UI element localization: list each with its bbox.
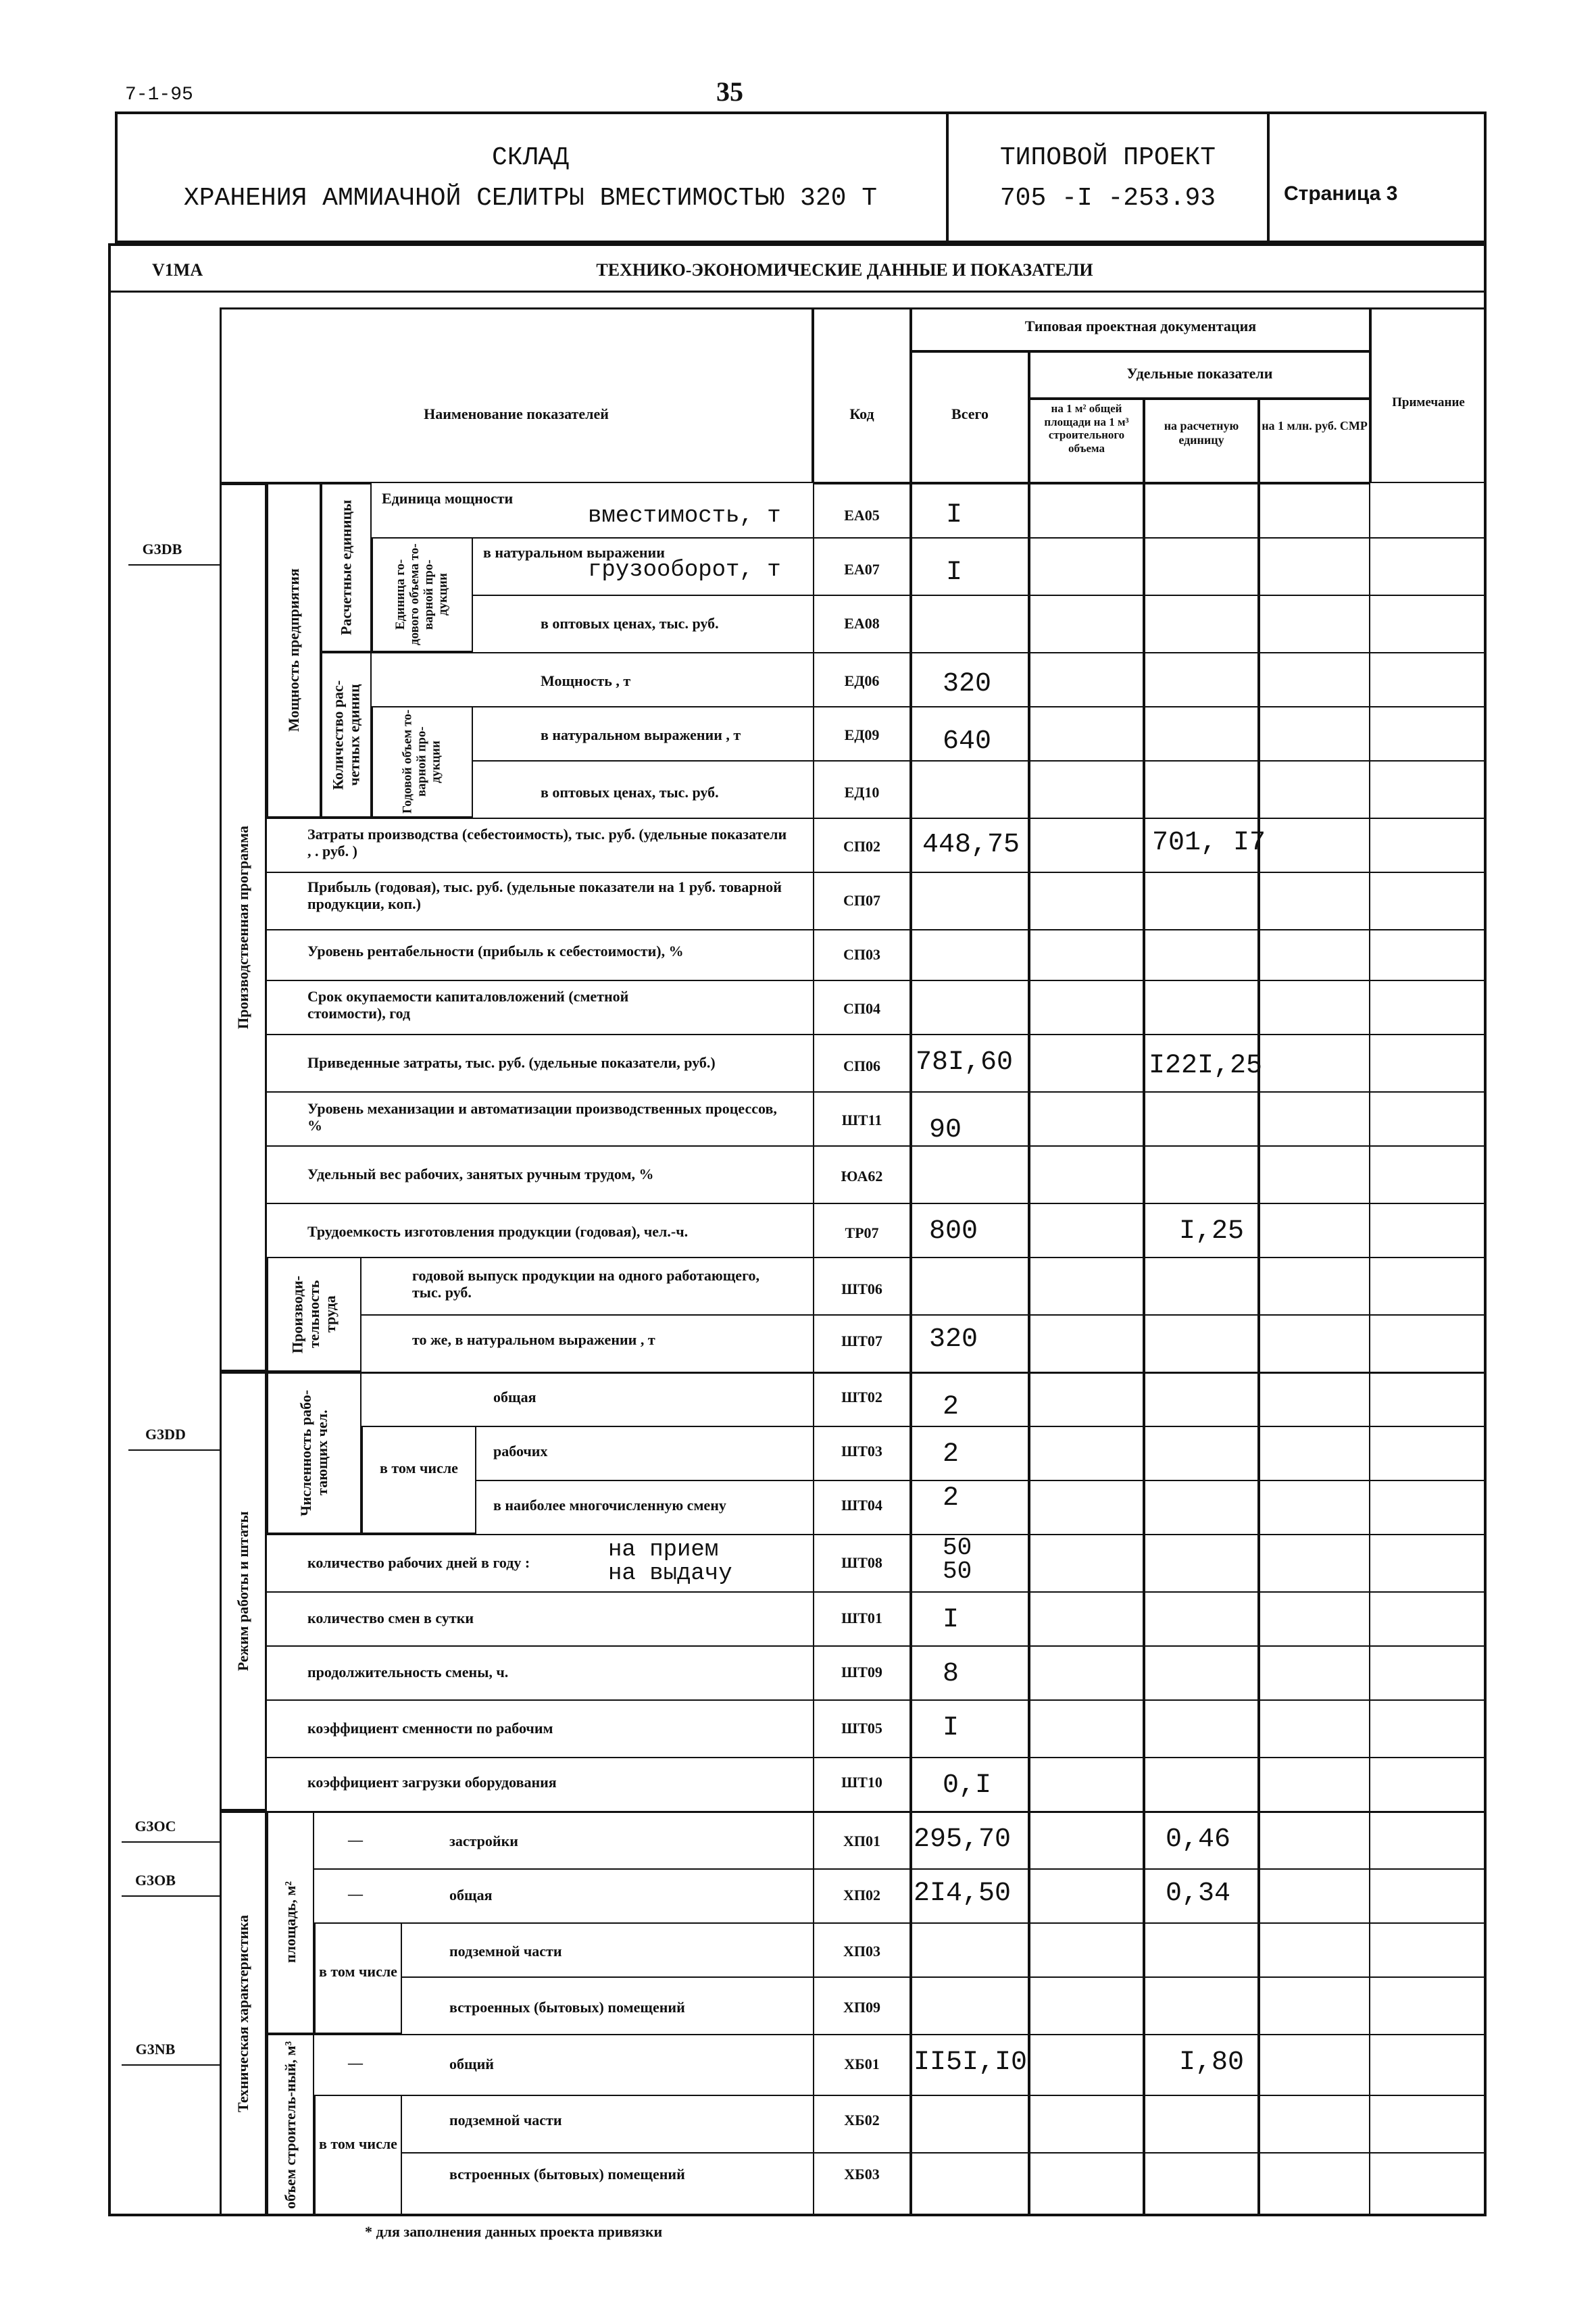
page-label: Страница 3 (1284, 182, 1398, 205)
value-total: 295,70 (914, 1824, 1012, 1855)
row-code: ШТ10 (841, 1774, 882, 1791)
side-code-line (122, 2064, 220, 2066)
value-total: 800 (929, 1216, 978, 1247)
row-separator (267, 1145, 1487, 1147)
group-incl3 (314, 2095, 402, 2216)
group-incl1 (361, 1426, 476, 1534)
value-total: 50 (943, 1558, 972, 1585)
row-separator (473, 595, 1487, 596)
row-handwritten: на выдачу (608, 1561, 732, 1587)
row-code: ХБ01 (844, 2056, 880, 2072)
row-code: СП03 (843, 946, 880, 963)
value-total: 90 (929, 1115, 962, 1145)
row-separator (220, 1372, 1487, 1374)
row-code: ЕА07 (844, 561, 880, 578)
row-code: СП02 (843, 838, 880, 855)
value-total: I (943, 1605, 959, 1635)
row-label: общий (449, 2056, 494, 2072)
header-per-mln: на 1 млн. руб. СМР (1262, 419, 1368, 432)
section-code: V1MA (152, 260, 203, 280)
row-handwritten: вместимость, т (588, 503, 781, 529)
title-line1: СКЛАД (491, 143, 570, 172)
row-separator (314, 2095, 1487, 2096)
group-calc-units-label: Расчетные единицы (337, 499, 355, 636)
side-code-line (122, 1895, 220, 1897)
value-total: I (943, 1713, 959, 1743)
per-m2-column (1029, 483, 1144, 2216)
row-label: коэффициент сменности по рабочим (307, 1720, 553, 1737)
header-code: Код (849, 405, 874, 422)
group-count-units-label: Количество рас-четных единиц (329, 680, 363, 790)
row-separator (476, 1480, 1487, 1481)
value-total: 78I,60 (916, 1047, 1014, 1078)
row-separator (402, 1976, 1487, 1978)
group-work-mode-label: Режим работы и штаты (234, 1511, 251, 1672)
row-code: ХП03 (843, 1943, 880, 1960)
row-separator (267, 929, 1487, 930)
row-separator (267, 818, 1487, 819)
value-per-unit: I22I,25 (1149, 1051, 1263, 1081)
value-per-unit: 701, I7 (1152, 828, 1266, 858)
value-total: 448,75 (922, 830, 1020, 860)
value-total: 50 (943, 1534, 972, 1562)
row-code: ХП02 (843, 1887, 880, 1903)
row-separator (267, 1645, 1487, 1647)
header-code-cell (813, 307, 911, 483)
group-capacity-label: Мощность предприятия (284, 568, 302, 732)
side-code: G3OB (135, 1872, 176, 1889)
row-separator (476, 1426, 1487, 1427)
row-code: ШТ08 (841, 1554, 882, 1571)
row-label: продолжительность смены, ч. (307, 1664, 509, 1681)
row-label: Уровень рентабельности (прибыль к себестоимости), % (307, 943, 684, 960)
row-code: ШТ01 (841, 1610, 882, 1626)
page-number: 35 (716, 76, 743, 107)
row-label: в оптовых ценах, тыс. руб. (541, 615, 719, 632)
project-code: 705 -I -253.93 (999, 184, 1216, 213)
doc-code: 7-1-95 (125, 84, 193, 105)
row-separator (361, 1314, 1487, 1316)
group-incl2-label: в том числе (319, 1963, 397, 1980)
row-separator (267, 872, 1487, 873)
title-line2: ХРАНЕНИЯ АММИАЧНОЙ СЕЛИТРЫ ВМЕСТИМОСТЬЮ 320 Т (183, 184, 878, 213)
row-label: в натуральном выражении (483, 544, 665, 561)
side-code: G3DB (142, 541, 182, 557)
group-annual-volume-label: Годовой объем то-варной про-дукции (400, 710, 443, 814)
value-per-unit: I,25 (1179, 1216, 1245, 1247)
section-divider (108, 291, 1487, 293)
value-per-unit: I,80 (1179, 2047, 1245, 2078)
row-code: ХБ02 (844, 2112, 880, 2129)
group-volume-label: объем строитель-ный, м³ (281, 2041, 299, 2210)
row-separator (473, 537, 1487, 539)
row-separator (314, 1868, 1487, 1870)
row-label: общая (449, 1887, 493, 1903)
row-handwritten: на прием (608, 1537, 719, 1563)
row-separator (267, 1091, 1487, 1093)
value-total: 2I4,50 (914, 1878, 1012, 1909)
row-code: ШТ02 (841, 1389, 882, 1405)
row-handwritten: грузооборот, т (588, 557, 781, 583)
title-divider (1267, 111, 1270, 243)
row-label: общая (493, 1389, 537, 1405)
row-code: ХП01 (843, 1833, 880, 1849)
row-separator (267, 1699, 1487, 1701)
side-code-line (128, 1449, 220, 1451)
row-code: ШТ07 (841, 1333, 882, 1349)
project-label: ТИПОВОЙ ПРОЕКТ (999, 143, 1216, 172)
header-total: Всего (951, 405, 989, 422)
row-label: Уровень механизации и автоматизации производственных процессов, % (307, 1100, 777, 1135)
row-label: Срок окупаемости капиталовложений (сметной стоимости), год (307, 988, 629, 1022)
value-total: 640 (943, 726, 992, 757)
row-separator (267, 1534, 1487, 1535)
row-label: Удельный вес рабочих, занятых ручным трудом, % (307, 1166, 654, 1183)
row-dash: — (348, 1831, 363, 1848)
row-separator (267, 2034, 1487, 2035)
row-code: ШТ03 (841, 1443, 882, 1460)
row-code: СП06 (843, 1057, 880, 1074)
value-total: 320 (929, 1324, 978, 1355)
value-per-unit: 0,34 (1166, 1878, 1231, 1909)
row-separator (267, 980, 1487, 981)
row-separator (220, 1811, 1487, 1813)
row-code: ШТ04 (841, 1497, 882, 1514)
side-code: G3OC (134, 1818, 176, 1835)
group-prod-program-label: Производственная программа (234, 825, 251, 1030)
section-title: ТЕХНИКО-ЭКОНОМИЧЕСКИЕ ДАННЫЕ И ПОКАЗАТЕЛИ (596, 260, 1093, 280)
value-total: I (946, 557, 963, 588)
header-per-m2: на 1 м² общей площади на 1 м³ строительного объема (1044, 402, 1129, 455)
row-separator (267, 1591, 1487, 1593)
title-block (115, 111, 1487, 243)
row-separator (473, 760, 1487, 762)
value-total: 2 (943, 1483, 959, 1514)
value-total: 320 (943, 669, 992, 699)
row-separator (267, 1034, 1487, 1035)
row-label: количество рабочих дней в году : (307, 1554, 530, 1571)
row-separator (267, 1203, 1487, 1204)
row-label: Приведенные затраты, тыс. руб. (удельные показатели, руб.) (307, 1054, 716, 1071)
header-note: Примечание (1392, 395, 1465, 409)
row-label: застройки (449, 1833, 518, 1849)
row-separator (402, 2152, 1487, 2154)
row-label: Мощность , т (541, 672, 631, 689)
header-subgroup: Удельные показатели (1126, 365, 1273, 382)
row-code: ЕА05 (844, 507, 880, 524)
row-code: ЕА08 (844, 615, 880, 632)
group-unit-annual-label: Единица го-дового объема то-варной про-дукции (393, 543, 450, 646)
value-total: I (946, 500, 963, 530)
row-label: Единица мощности (382, 490, 514, 507)
row-label: количество смен в сутки (307, 1610, 474, 1626)
group-labor-prod-label: Производи-тельность труда (289, 1275, 339, 1353)
row-code: ЕД06 (844, 672, 880, 689)
row-code: ХП09 (843, 1999, 880, 2016)
row-separator (372, 652, 1487, 653)
row-code: ШТ11 (841, 1112, 882, 1128)
row-code: ШТ05 (841, 1720, 882, 1737)
value-total: 8 (943, 1659, 959, 1689)
row-label: Прибыль (годовая), тыс. руб. (удельные показатели на 1 руб. товарной продукции, коп.) (307, 878, 782, 913)
header-group: Типовая проектная документация (1024, 318, 1257, 334)
row-code: ШТ06 (841, 1280, 882, 1297)
header-per-unit: на расчетную единицу (1164, 419, 1239, 447)
group-incl1-label: в том числе (380, 1460, 458, 1476)
row-code: СП07 (843, 892, 880, 909)
row-label: встроенных (бытовых) помещений (449, 2166, 685, 2183)
value-total: II5I,I0 (914, 2047, 1028, 2078)
row-separator (473, 706, 1487, 707)
per-unit-column (1144, 483, 1259, 2216)
row-label: подземной части (449, 2112, 562, 2129)
row-code: ЮА62 (841, 1168, 883, 1185)
side-code-line (128, 564, 220, 566)
row-dash: — (348, 2054, 363, 2071)
row-separator (314, 1922, 1487, 1924)
footnote: * для заполнения данных проекта привязки (365, 2223, 663, 2240)
header-per-mln-cell (1259, 399, 1370, 483)
per-mln-column (1259, 483, 1370, 2216)
row-separator (267, 1757, 1487, 1758)
value-total: 0,I (943, 1770, 992, 1801)
group-tech-char-label: Техническая характеристика (234, 1914, 251, 2113)
title-divider (946, 111, 949, 243)
row-label: встроенных (бытовых) помещений (449, 1999, 685, 2016)
group-area-label: площадь, м² (281, 1881, 299, 1964)
row-code: ЕД10 (844, 784, 880, 801)
row-label: Трудоемкость изготовления продукции (годовая), чел.-ч. (307, 1223, 689, 1240)
group-incl3-label: в том числе (319, 2135, 397, 2152)
header-name: Наименование показателей (424, 405, 609, 422)
row-label: рабочих (493, 1443, 548, 1460)
row-label: в оптовых ценах, тыс. руб. (541, 784, 719, 801)
row-label: то же, в натуральном выражении , т (412, 1331, 655, 1348)
group-headcount-label: Численность рабо-тающих чел. (297, 1389, 330, 1516)
row-label: в натуральном выражении , т (541, 726, 741, 743)
row-code: ШТ09 (841, 1664, 882, 1681)
value-total: 2 (943, 1439, 959, 1470)
row-label: подземной части (449, 1943, 562, 1960)
row-code: ТР07 (845, 1224, 879, 1241)
side-code: G3NB (135, 2041, 176, 2058)
row-label: Затраты производства (себестоимость), тыс. руб. (удельные показатели , . руб. ) (307, 826, 787, 860)
row-label: коэффициент загрузки оборудования (307, 1774, 557, 1791)
row-code: СП04 (843, 1000, 880, 1017)
row-label: годовой выпуск продукции на одного работающего, тыс. руб. (412, 1267, 760, 1301)
side-code-line (122, 1841, 220, 1843)
row-label: в наиболее многочисленную смену (493, 1497, 726, 1514)
row-separator (267, 1257, 1487, 1258)
row-code: ХБ03 (844, 2166, 880, 2183)
row-code: ЕД09 (844, 726, 880, 743)
value-total: 2 (943, 1392, 959, 1422)
header-name-cell (220, 307, 813, 483)
side-code: G3DD (145, 1426, 186, 1443)
row-dash: — (348, 1885, 363, 1902)
value-per-unit: 0,46 (1166, 1824, 1231, 1855)
